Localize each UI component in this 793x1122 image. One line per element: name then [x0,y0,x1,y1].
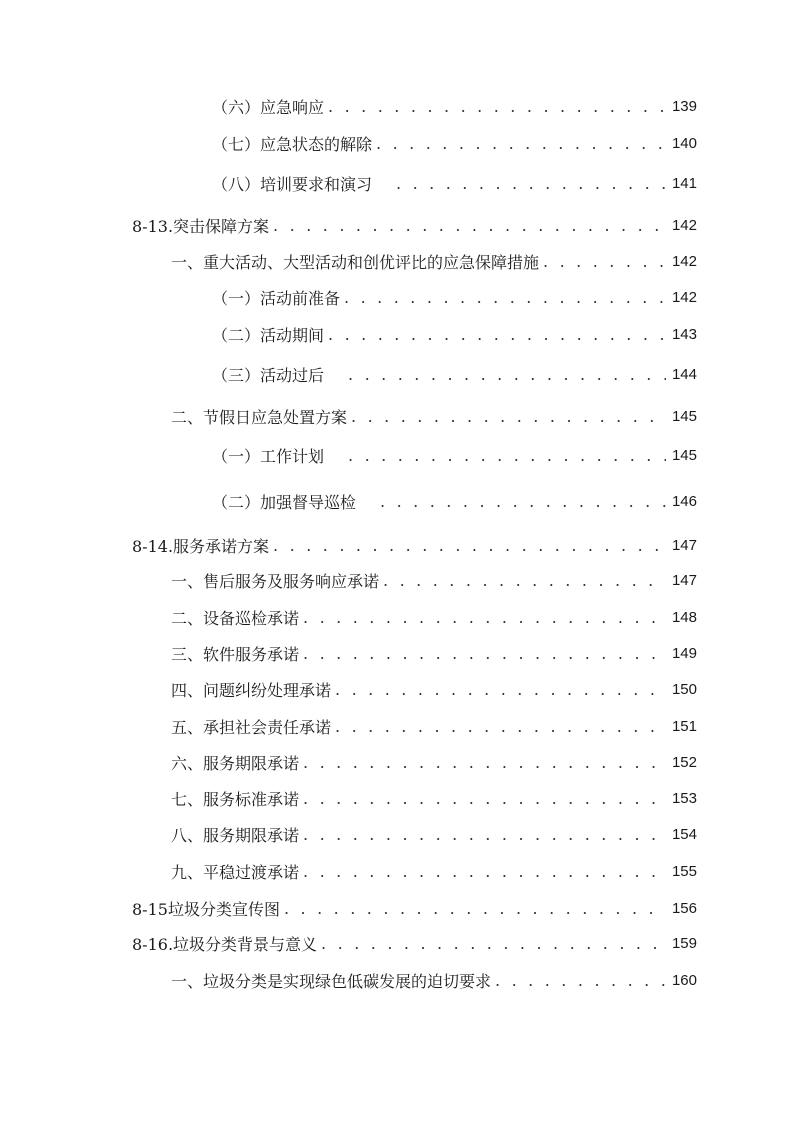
toc-entry[interactable] [171,822,697,846]
toc-entry-label: 一、垃圾分类是实现绿色低碳发展的迫切要求 [171,971,492,991]
toc-entry[interactable] [212,362,697,386]
toc-entry-page-number: 160 [671,971,697,989]
toc-leader-dots [328,325,666,344]
toc-entry-label: 三、软件服务承诺 [171,644,300,664]
toc-entry-page-number: 140 [671,134,697,152]
toc-entry[interactable] [171,714,697,738]
toc-entry[interactable] [132,931,697,955]
toc-entry[interactable] [212,489,697,513]
toc-entry-page-number: 146 [671,492,697,510]
toc-entry-label: 一、重大活动、大型活动和创优评比的应急保障措施 [171,252,540,272]
toc-entry-label: 一、售后服务及服务响应承诺 [171,571,380,591]
toc-entry-page-number: 151 [671,717,697,735]
toc-leader-dots [376,134,666,153]
toc-leader-dots [351,407,666,426]
toc-leader-dots [380,492,666,511]
toc-entry[interactable] [171,968,697,992]
toc-entry[interactable] [171,249,697,273]
toc-entry-page-number: 145 [671,407,697,425]
toc-entry[interactable] [171,404,697,428]
toc-entry-label: 八、服务期限承诺 [171,825,300,845]
toc-leader-dots [335,717,666,736]
toc-entry-page-number: 147 [671,536,697,554]
toc-leader-dots [303,753,666,772]
toc-entry-page-number: 145 [671,446,697,464]
toc-entry-label: 二、节假日应急处置方案 [171,407,348,427]
toc-entry[interactable] [212,443,697,467]
toc-entry[interactable] [171,605,697,629]
toc-leader-dots [303,825,666,844]
toc-entry-label: （三）活动过后 [212,365,325,385]
toc-entry-page-number: 148 [671,608,697,626]
toc-entry-page-number: 156 [671,899,697,917]
toc-entry-label: （二）加强督导巡检 [212,492,357,512]
toc-entry-label: （一）工作计划 [212,446,325,466]
toc-leader-dots [321,934,666,953]
toc-leader-dots [543,252,666,271]
toc-leader-dots [303,608,666,627]
toc-leader-dots [273,216,666,235]
toc-leader-dots [344,288,666,307]
toc-entry-label: （二）活动期间 [212,325,325,345]
toc-entry-label: 九、平稳过渡承诺 [171,862,300,882]
toc-entry-page-number: 159 [671,934,697,952]
toc-entry-label: （七）应急状态的解除 [212,134,373,154]
toc-entry[interactable] [132,533,697,557]
toc-entry-label: 四、问题纠纷处理承诺 [171,680,332,700]
toc-entry-page-number: 153 [671,789,697,807]
toc-entry-page-number: 142 [671,252,697,270]
toc-leader-dots [383,571,666,590]
toc-entry-label: 8-13.突击保障方案 [132,216,270,236]
toc-entry-page-number: 142 [671,216,697,234]
toc-entry[interactable] [212,94,697,118]
toc-entry-page-number: 147 [671,571,697,589]
toc-entry-label: 8-16.垃圾分类背景与意义 [132,934,318,954]
toc-leader-dots [348,365,666,384]
toc-entry-label: 五、承担社会责任承诺 [171,717,332,737]
toc-leader-dots [303,644,666,663]
toc-entry-page-number: 150 [671,680,697,698]
toc-entry[interactable] [132,213,697,237]
toc-leader-dots [284,899,666,918]
toc-entry-label: （八）培训要求和演习 [212,174,373,194]
toc-entry[interactable] [212,131,697,155]
toc-leader-dots [335,680,666,699]
toc-entry-label: 8-15垃圾分类宣传图 [132,899,280,919]
toc-entry-page-number: 142 [671,288,697,306]
toc-entry-label: 六、服务期限承诺 [171,753,300,773]
toc-entry-page-number: 154 [671,825,697,843]
toc-entry[interactable] [171,859,697,883]
toc-entry[interactable] [171,786,697,810]
toc-entry-label: （六）应急响应 [212,97,325,117]
toc-entry-label: （一）活动前准备 [212,288,341,308]
toc-entry-page-number: 152 [671,753,697,771]
toc-entry[interactable] [132,896,697,920]
toc-leader-dots [396,174,666,193]
toc-entry[interactable] [171,641,697,665]
toc-entry-label: 8-14.服务承诺方案 [132,536,270,556]
toc-entry[interactable] [171,568,697,592]
toc-leader-dots [303,862,666,881]
toc-entry[interactable] [212,285,697,309]
toc-leader-dots [273,536,666,555]
toc-entry[interactable] [212,171,697,195]
toc-leader-dots [495,971,666,990]
toc-leader-dots [348,446,666,465]
toc-entry-page-number: 139 [671,97,697,115]
toc-entry-page-number: 155 [671,862,697,880]
toc-entry[interactable] [212,322,697,346]
toc-entry-label: 二、设备巡检承诺 [171,608,300,628]
toc-entry-page-number: 141 [671,174,697,192]
toc-entry[interactable] [171,677,697,701]
toc-entry[interactable] [171,750,697,774]
toc-entry-label: 七、服务标准承诺 [171,789,300,809]
toc-leader-dots [303,789,666,808]
toc-entry-page-number: 144 [671,365,697,383]
toc-leader-dots [328,97,666,116]
toc-entry-page-number: 149 [671,644,697,662]
toc-entry-page-number: 143 [671,325,697,343]
